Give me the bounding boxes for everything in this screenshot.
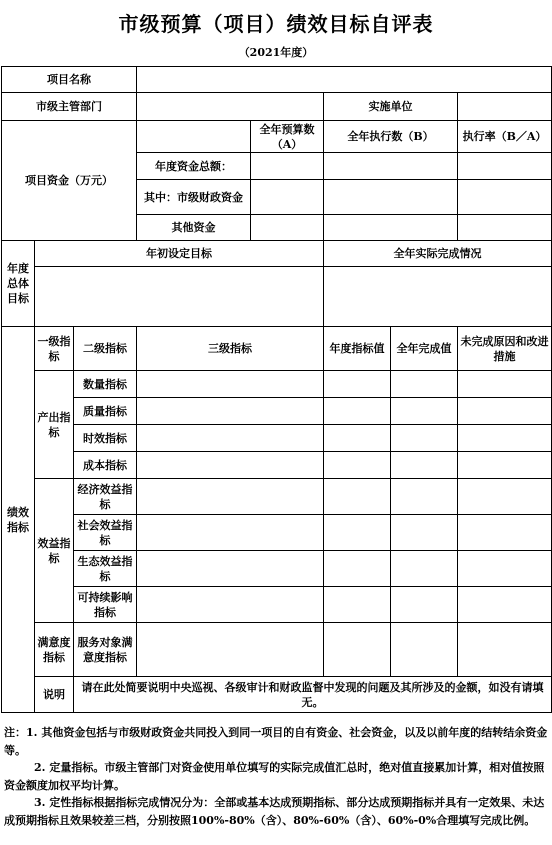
indicators-label: 绩效指标	[2, 327, 35, 713]
funds-city-exec[interactable]	[324, 180, 458, 215]
funds-city-budget[interactable]	[251, 180, 324, 215]
goals-initial-value[interactable]	[35, 267, 324, 327]
note-item: 注：1. 其他资金包括与市级财政资金共同投入到同一项目的自有资金、社会资金，以及以前年度的结转结余资金等。	[4, 726, 548, 757]
reason-cell[interactable]	[458, 623, 552, 677]
target-cell[interactable]	[324, 623, 391, 677]
target-cell[interactable]	[324, 551, 391, 587]
funds-total-exec[interactable]	[324, 153, 458, 180]
done-cell[interactable]	[391, 452, 458, 479]
benefit-indicator-label: 效益指标	[35, 479, 74, 623]
dept-value[interactable]	[137, 93, 324, 121]
funds-label: 项目资金（万元）	[2, 121, 137, 241]
notes	[4, 724, 550, 829]
benefit-item: 生态效益指标	[74, 551, 137, 587]
note-item: 2. 定量指标。市级主管部门对资金使用单位填写的实际完成值汇总时，绝对值直接累加计算，相对值按照资金额度加权平均计算。	[4, 761, 545, 792]
l3-cell[interactable]	[137, 425, 324, 452]
indicators-target-header: 年度指标值	[324, 327, 391, 371]
explain-label: 说明	[35, 677, 74, 713]
impl-unit-value[interactable]	[458, 93, 552, 121]
output-item: 时效指标	[74, 425, 137, 452]
done-cell[interactable]	[391, 479, 458, 515]
funds-other-rate[interactable]	[458, 215, 552, 241]
page-subtitle: （2021年度）	[238, 46, 314, 59]
page-title: 市级预算（项目）绩效目标自评表	[118, 12, 434, 36]
l3-cell[interactable]	[137, 398, 324, 425]
indicators-l2-header: 二级指标	[74, 327, 137, 371]
funds-other-budget[interactable]	[251, 215, 324, 241]
reason-cell[interactable]	[458, 587, 552, 623]
indicators-l1-header: 一级指标	[35, 327, 74, 371]
indicators-done-header: 全年完成值	[391, 327, 458, 371]
target-cell[interactable]	[324, 587, 391, 623]
explain-text: 请在此处简要说明中央巡视、各级审计和财政监督中发现的问题及其所涉及的金额，如没有请填无。	[74, 677, 552, 713]
funds-other-exec[interactable]	[324, 215, 458, 241]
output-item: 质量指标	[74, 398, 137, 425]
funds-rate-header: 执行率（B／A）	[458, 121, 552, 153]
done-cell[interactable]	[391, 551, 458, 587]
reason-cell[interactable]	[458, 425, 552, 452]
l3-cell[interactable]	[137, 479, 324, 515]
reason-cell[interactable]	[458, 452, 552, 479]
funds-city-label: 其中：市级财政资金	[137, 180, 251, 215]
done-cell[interactable]	[391, 398, 458, 425]
l3-cell[interactable]	[137, 551, 324, 587]
self-evaluation-table	[1, 66, 552, 713]
done-cell[interactable]	[391, 623, 458, 677]
funds-city-rate[interactable]	[458, 180, 552, 215]
done-cell[interactable]	[391, 425, 458, 452]
l3-cell[interactable]	[137, 623, 324, 677]
impl-unit-label: 实施单位	[324, 93, 458, 121]
benefit-item: 社会效益指标	[74, 515, 137, 551]
output-item: 成本指标	[74, 452, 137, 479]
goals-initial-header: 年初设定目标	[35, 241, 324, 267]
satisfaction-indicator-label: 满意度指标	[35, 623, 74, 677]
target-cell[interactable]	[324, 398, 391, 425]
funds-budget-header: 全年预算数（A）	[251, 121, 324, 153]
funds-other-label: 其他资金	[137, 215, 251, 241]
indicators-reason-header: 未完成原因和改进措施	[458, 327, 552, 371]
done-cell[interactable]	[391, 587, 458, 623]
reason-cell[interactable]	[458, 398, 552, 425]
project-name-label: 项目名称	[2, 67, 137, 93]
l3-cell[interactable]	[137, 515, 324, 551]
target-cell[interactable]	[324, 479, 391, 515]
done-cell[interactable]	[391, 515, 458, 551]
funds-total-rate[interactable]	[458, 153, 552, 180]
funds-exec-header: 全年执行数（B）	[324, 121, 458, 153]
indicators-l3-header: 三级指标	[137, 327, 324, 371]
goals-actual-header: 全年实际完成情况	[324, 241, 552, 267]
target-cell[interactable]	[324, 425, 391, 452]
dept-label: 市级主管部门	[2, 93, 137, 121]
satisfaction-item: 服务对象满意度指标	[74, 623, 137, 677]
l3-cell[interactable]	[137, 587, 324, 623]
output-indicator-label: 产出指标	[35, 371, 74, 479]
note-item: 3. 定性指标根据指标完成情况分为：全部或基本达成预期指标、部分达成预期指标并具有一定效果、未达成预期指标且效果较差三档，分别按照100%-80%（含）、80%-60%（含）、60%-0%合理填写完成比例。	[4, 796, 545, 827]
done-cell[interactable]	[391, 371, 458, 398]
funds-total-label: 年度资金总额：	[137, 153, 251, 180]
benefit-item: 可持续影响指标	[74, 587, 137, 623]
funds-corner	[137, 121, 251, 153]
project-name-value[interactable]	[137, 67, 552, 93]
benefit-item: 经济效益指标	[74, 479, 137, 515]
target-cell[interactable]	[324, 371, 391, 398]
target-cell[interactable]	[324, 515, 391, 551]
output-item: 数量指标	[74, 371, 137, 398]
goals-actual-value[interactable]	[324, 267, 552, 327]
l3-cell[interactable]	[137, 452, 324, 479]
reason-cell[interactable]	[458, 515, 552, 551]
target-cell[interactable]	[324, 452, 391, 479]
funds-total-budget[interactable]	[251, 153, 324, 180]
reason-cell[interactable]	[458, 479, 552, 515]
reason-cell[interactable]	[458, 371, 552, 398]
goals-label: 年度总体目标	[2, 241, 35, 327]
l3-cell[interactable]	[137, 371, 324, 398]
reason-cell[interactable]	[458, 551, 552, 587]
